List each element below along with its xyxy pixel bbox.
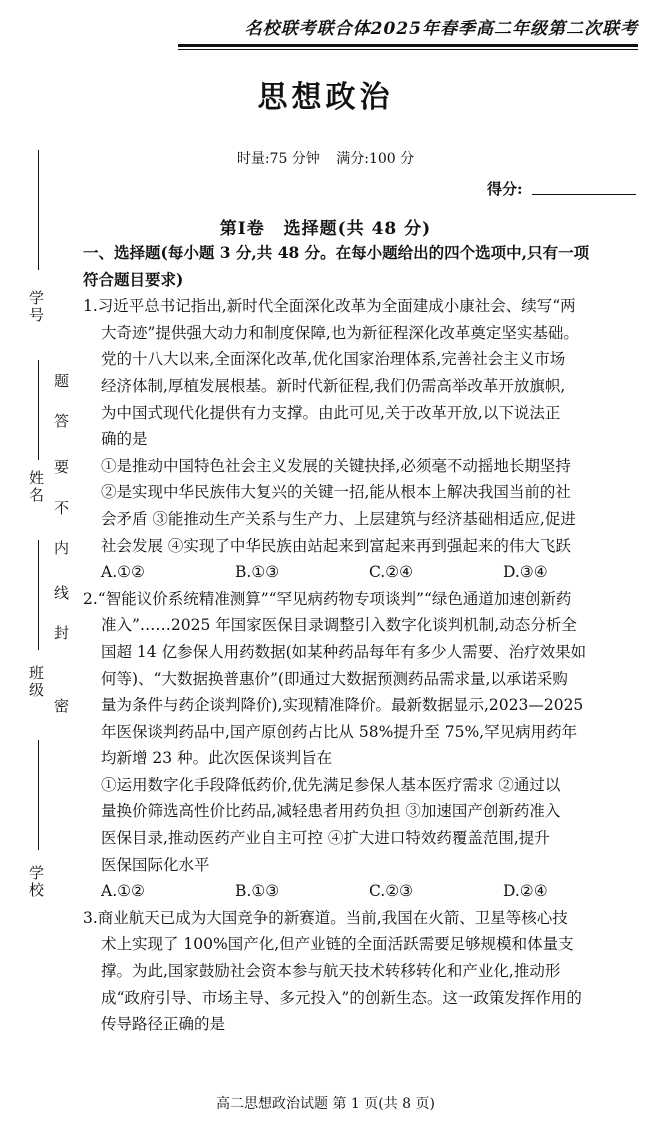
- question-content: [83, 240, 639, 1038]
- text-line: 何等)、“大数据换普惠价”(即通过大数据预测药品需求量,以承诺采购: [101, 669, 568, 688]
- text-line: 3.商业航天已成为大国竞争的新赛道。当前,我国在火箭、卫星等核心技: [83, 908, 568, 927]
- seal-char: 要: [54, 458, 70, 476]
- text-line: 确的是: [101, 430, 148, 449]
- header-rule-thin: [178, 49, 638, 50]
- text-line: 经济体制,厚植发展根基。新时代新征程,我们仍需高举改革开放旗帜,: [101, 376, 566, 395]
- binding-label-school: 学校: [27, 865, 45, 899]
- text-line: 会矛盾 ③能推动生产关系与生产力、上层建筑与经济基础相适应,促进: [101, 509, 576, 528]
- binding-line-school: [38, 740, 39, 850]
- text-line: 量为条件与药企谈判降价),实现精准降价。最新数据显示,2023—2025: [101, 696, 584, 715]
- text-line: ②是实现中华民族伟大复兴的关键一招,能从根本上解决我国当前的社: [101, 483, 571, 502]
- score-label: 得分:: [487, 180, 523, 198]
- binding-label-name: 姓名: [27, 470, 45, 504]
- seal-char: 封: [54, 624, 70, 642]
- answer-option: D.③④: [503, 563, 548, 582]
- seal-char: 密: [54, 697, 70, 715]
- text-line: 量换价筛选高性价比药品,减轻患者用药负担 ③加速国产创新药准入: [101, 802, 561, 821]
- answer-options: [83, 878, 639, 905]
- binding-label-student-id: 学号: [27, 290, 45, 324]
- section-name: 选择题(共 48 分): [283, 219, 432, 239]
- text-line: 医保目录,推动医药产业自主可控 ④扩大进口特效药覆盖范围,提升: [101, 829, 550, 848]
- text-line: 年医保谈判药品中,国产原创药占比从 58%提升至 75%,罕见病用药年: [101, 722, 578, 741]
- seal-char: 答: [54, 412, 70, 430]
- seal-char: 不: [54, 499, 70, 517]
- score-blank: [532, 194, 636, 195]
- answer-option: C.②④: [369, 563, 414, 582]
- seal-char: 内: [54, 539, 70, 557]
- text-line: 传导路径正确的是: [101, 1015, 226, 1034]
- text-line: 均新增 23 种。此次医保谈判旨在: [101, 749, 333, 768]
- text-line: 符合题目要求): [83, 269, 184, 289]
- time-limit: 时量:75 分钟: [236, 151, 320, 167]
- binding-line-student-id: [38, 150, 39, 270]
- subject-title: 思想政治: [257, 80, 394, 115]
- answer-options: [83, 559, 639, 586]
- answer-option: B.①③: [235, 882, 280, 901]
- time-info: [0, 148, 651, 168]
- text-line: 医保国际化水平: [101, 855, 210, 874]
- answer-option: A.①②: [101, 882, 145, 901]
- text-line: 党的十八大以来,全面深化改革,优化国家治理体系,完善社会主义市场: [101, 350, 566, 369]
- answer-option: B.①③: [235, 563, 280, 582]
- text-line: 1.习近平总书记指出,新时代全面深化改革为全面建成小康社会、续写“两: [83, 297, 576, 316]
- text-line: ①运用数字化手段降低药价,优先满足参保人基本医疗需求 ②通过以: [101, 775, 561, 794]
- seal-char: 线: [54, 584, 70, 602]
- full-score: 满分:100 分: [336, 151, 415, 167]
- page-footer: 高二思想政治试题 第 1 页(共 8 页): [216, 1096, 435, 1112]
- exam-header: 名校联考联合体2025年春季高二年级第二次联考: [244, 19, 638, 39]
- binding-line-class: [38, 540, 39, 650]
- answer-option: C.②③: [369, 882, 414, 901]
- text-line: 国超 14 亿参保人用药数据(如某种药品每年有多少人需要、治疗效果如: [101, 642, 587, 661]
- seal-char: 题: [54, 372, 70, 390]
- text-line: ①是推动中国特色社会主义发展的关键抉择,必须毫不动摇地长期坚持: [101, 456, 571, 475]
- text-line: 准入”……2025 年国家医保目录调整引入数字化谈判机制,动态分析全: [101, 616, 577, 635]
- section-title: [0, 214, 651, 239]
- binding-label-class: 班级: [27, 665, 45, 699]
- text-line: 2.“智能议价系统精准测算”“罕见病药物专项谈判”“绿色通道加速创新药: [83, 589, 572, 608]
- text-line: 大奇迹”提供强大动力和制度保障,也为新征程深化改革奠定坚实基础。: [101, 323, 579, 342]
- text-line: 成“政府引导、市场主导、多元投入”的创新生态。这一政策发挥作用的: [101, 988, 582, 1007]
- header-rule: [178, 44, 638, 47]
- section-part: 第Ⅰ卷: [219, 219, 265, 239]
- text-line: 术上实现了 100%国产化,但产业链的全面活跃需要足够规模和体量支: [101, 935, 574, 954]
- text-line: 撑。为此,国家鼓励社会资本参与航天技术转移转化和产业化,推动形: [101, 962, 561, 981]
- binding-line-name: [38, 360, 39, 460]
- answer-option: D.②④: [503, 882, 548, 901]
- text-line: 一、选择题(每小题 3 分,共 48 分。在每小题给出的四个选项中,只有一项: [83, 243, 590, 262]
- text-line: 社会发展 ④实现了中华民族由站起来到富起来再到强起来的伟大飞跃: [101, 536, 571, 555]
- text-line: 为中国式现代化提供有力支撑。由此可见,关于改革开放,以下说法正: [101, 403, 561, 422]
- answer-option: A.①②: [101, 563, 145, 582]
